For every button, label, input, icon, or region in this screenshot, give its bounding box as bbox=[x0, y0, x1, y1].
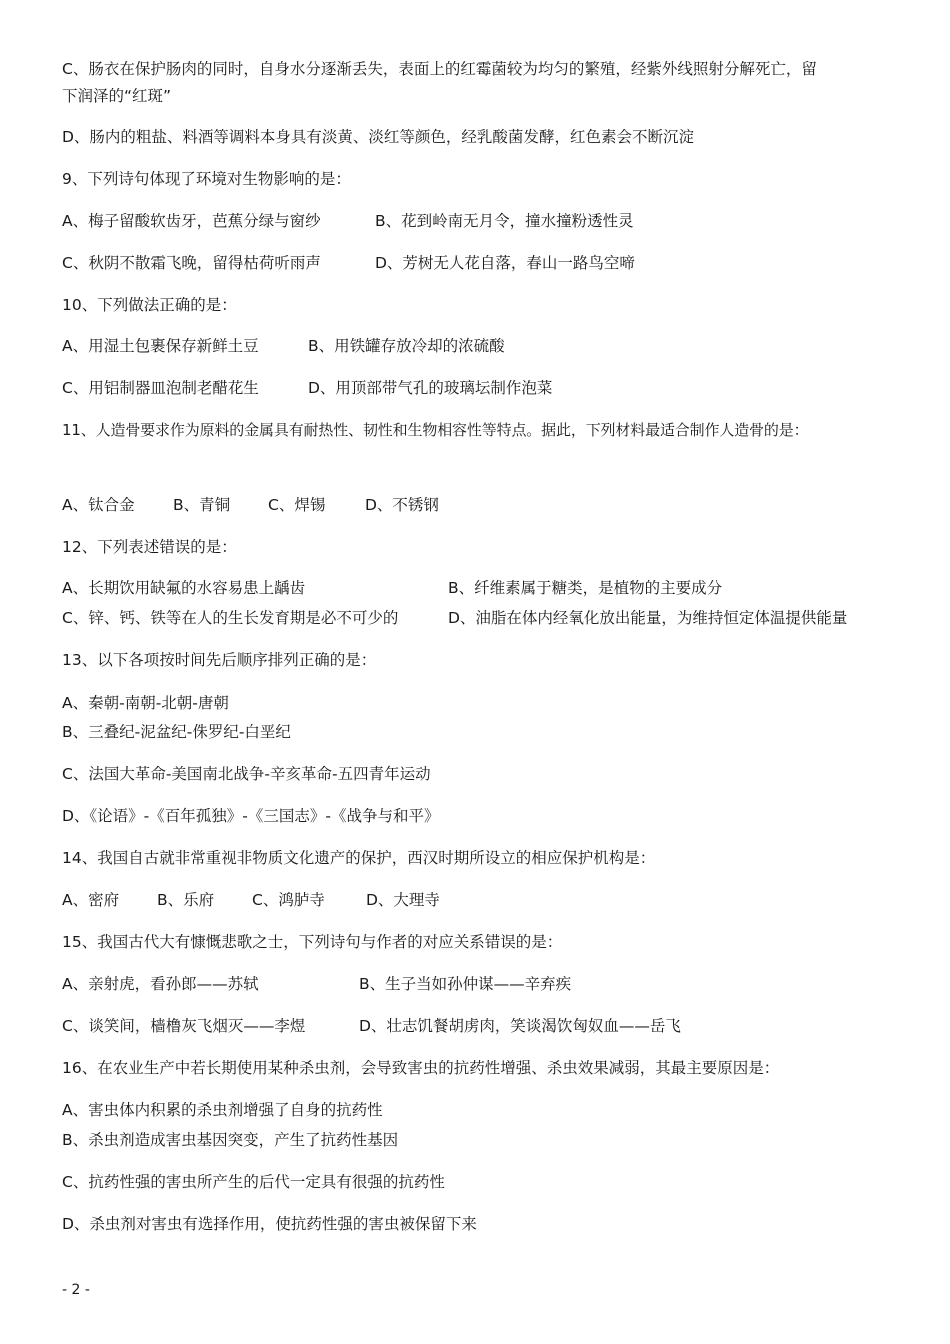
q12-options-row2 bbox=[62, 608, 847, 628]
q10-options-row2 bbox=[62, 378, 552, 398]
q10-option-a: A、用湿土包裹保存新鲜土豆 bbox=[62, 337, 259, 355]
q14-option-b: B、乐府 bbox=[157, 891, 215, 909]
q16-stem: 16、在农业生产中若长期使用某种杀虫剂，会导致害虫的抗药性增强、杀虫效果减弱，其最主要原因是： bbox=[62, 1059, 780, 1077]
q13-option-b: B、三叠纪-泥盆纪-侏罗纪-白垩纪 bbox=[62, 723, 291, 741]
q13-stem: 13、以下各项按时间先后顺序排列正确的是： bbox=[62, 651, 377, 669]
q14-options bbox=[62, 890, 440, 910]
q15-options-row1 bbox=[62, 974, 571, 994]
q14-option-d: D、大理寺 bbox=[366, 891, 440, 909]
q16-option-c: C、抗药性强的害虫所产生的后代一定具有很强的抗药性 bbox=[62, 1173, 445, 1191]
q9-option-b: B、花到岭南无月令，撞水撞粉透性灵 bbox=[375, 212, 634, 230]
q16-option-a: A、害虫体内积累的杀虫剂增强了自身的抗药性 bbox=[62, 1101, 383, 1119]
q13-option-a: A、秦朝-南朝-北朝-唐朝 bbox=[62, 694, 229, 712]
q9-option-a: A、梅子留酸软齿牙，芭蕉分绿与窗纱 bbox=[62, 212, 321, 230]
q15-options-row2 bbox=[62, 1016, 681, 1036]
q12-option-c: C、锌、钙、铁等在人的生长发育期是必不可少的 bbox=[62, 609, 399, 627]
q11-options bbox=[62, 495, 439, 515]
q15-option-a: A、亲射虎，看孙郎——苏轼 bbox=[62, 975, 259, 993]
q11-stem: 11、人造骨要求作为原料的金属具有耐热性、韧性和生物相容性等特点。据此，下列材料最适合制作人造骨的是： bbox=[62, 421, 809, 439]
q9-options-row1 bbox=[62, 211, 634, 231]
q11-option-d: D、不锈钢 bbox=[365, 496, 439, 514]
page-number: - 2 - bbox=[62, 1282, 90, 1298]
q11-option-a: A、钛合金 bbox=[62, 496, 135, 514]
q9-option-d: D、芳树无人花自落，春山一路鸟空啼 bbox=[375, 254, 635, 272]
q8-option-d: D、肠内的粗盐、料酒等调料本身具有淡黄、淡红等颜色，经乳酸菌发酵，红色素会不断沉淀 bbox=[62, 128, 694, 146]
q16-option-b: B、杀虫剂造成害虫基因突变，产生了抗药性基因 bbox=[62, 1131, 399, 1149]
q8-option-c-line2: 下润泽的“红斑” bbox=[62, 87, 172, 105]
q11-option-b: B、青铜 bbox=[173, 496, 231, 514]
q12-option-a: A、长期饮用缺氟的水容易患上龋齿 bbox=[62, 579, 306, 597]
q12-stem: 12、下列表述错误的是： bbox=[62, 538, 237, 556]
q13-option-d: D、《论语》-《百年孤独》-《三国志》-《战争与和平》 bbox=[62, 807, 440, 825]
q9-option-c: C、秋阴不散霜飞晚，留得枯荷听雨声 bbox=[62, 254, 321, 272]
q10-option-d: D、用顶部带气孔的玻璃坛制作泡菜 bbox=[308, 379, 553, 397]
q14-option-a: A、密府 bbox=[62, 891, 120, 909]
q14-option-c: C、鸿胪寺 bbox=[252, 891, 325, 909]
q15-stem: 15、我国古代大有慷慨悲歌之士，下列诗句与作者的对应关系错误的是： bbox=[62, 933, 563, 951]
q13-option-c: C、法国大革命-美国南北战争-辛亥革命-五四青年运动 bbox=[62, 765, 431, 783]
q16-option-d: D、杀虫剂对害虫有选择作用，使抗药性强的害虫被保留下来 bbox=[62, 1215, 477, 1233]
q12-option-b: B、纤维素属于糖类，是植物的主要成分 bbox=[448, 579, 723, 597]
q15-option-d: D、壮志饥餐胡虏肉，笑谈渴饮匈奴血——岳飞 bbox=[359, 1017, 681, 1035]
q10-stem: 10、下列做法正确的是： bbox=[62, 296, 237, 314]
q12-options-row1 bbox=[62, 578, 722, 598]
q15-option-b: B、生子当如孙仲谋——辛弃疾 bbox=[359, 975, 572, 993]
q8-option-c-line1: C、肠衣在保护肠肉的同时，自身水分逐渐丢失，表面上的红霉菌较为均匀的繁殖，经紫外线照射分解死亡，留 bbox=[62, 60, 817, 78]
q10-option-b: B、用铁罐存放冷却的浓硫酸 bbox=[308, 337, 505, 355]
q11-option-c: C、焊锡 bbox=[268, 496, 326, 514]
q10-options-row1 bbox=[62, 336, 505, 356]
q10-option-c: C、用铝制器皿泡制老醋花生 bbox=[62, 379, 259, 397]
q9-options-row2 bbox=[62, 253, 635, 273]
q15-option-c: C、谈笑间，樯橹灰飞烟灭——李煜 bbox=[62, 1017, 306, 1035]
q14-stem: 14、我国自古就非常重视非物质文化遗产的保护，西汉时期所设立的相应保护机构是： bbox=[62, 849, 656, 867]
q12-option-d: D、油脂在体内经氧化放出能量，为维持恒定体温提供能量 bbox=[448, 609, 848, 627]
q9-stem: 9、下列诗句体现了环境对生物影响的是： bbox=[62, 170, 351, 188]
